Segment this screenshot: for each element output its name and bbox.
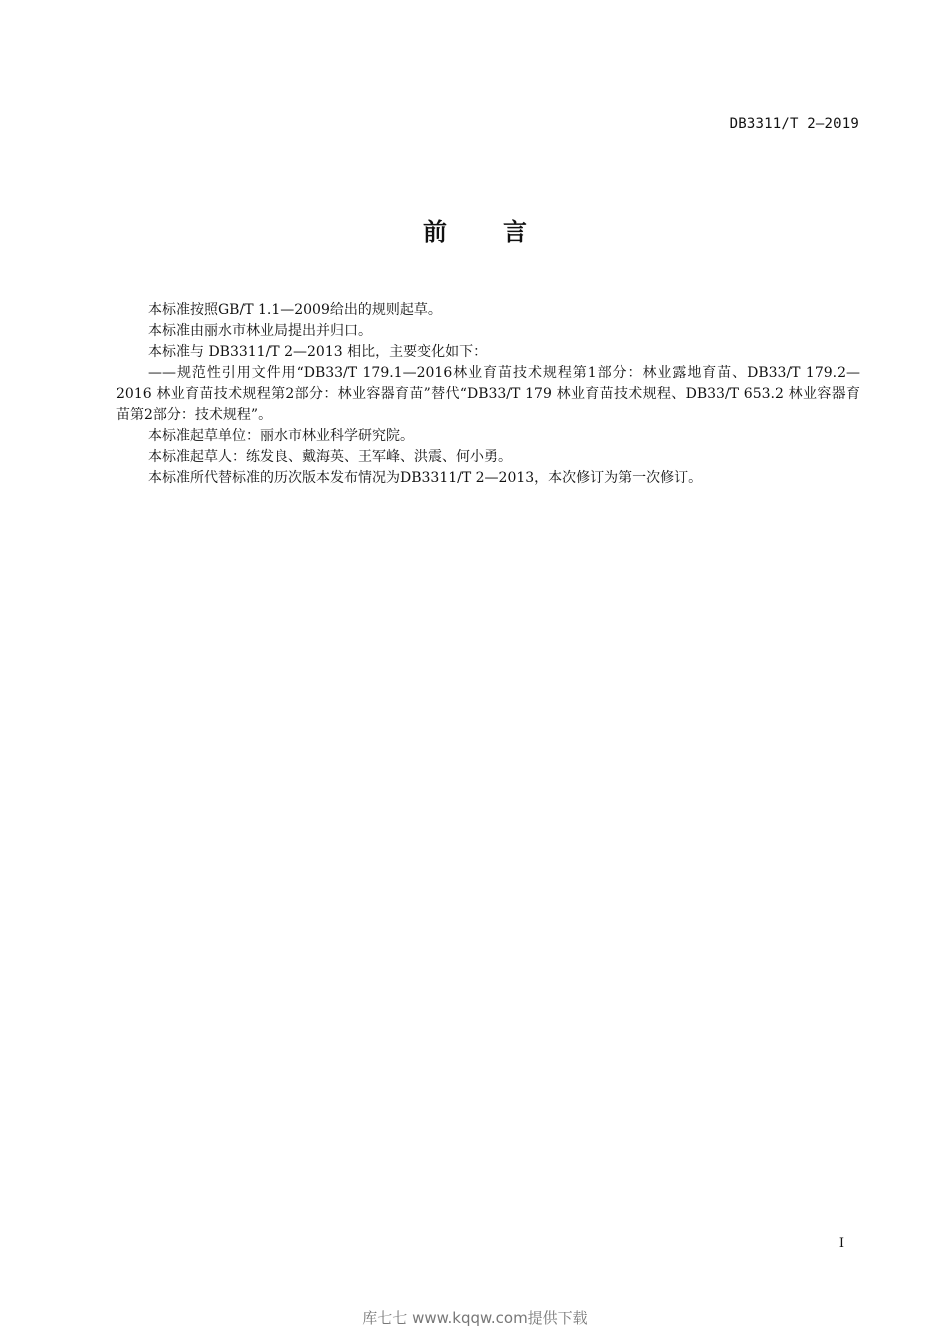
page-number: I bbox=[838, 1236, 844, 1251]
paragraph-change-item: ——规范性引用文件用“DB33/T 179.1—2016林业育苗技术规程第1部分：林业露地育苗、DB33/T 179.2—2016 林业育苗技术规程第2部分：林业容器育苗”替代“DB33/T 179 林业育苗技术规程、DB33/T 653.2 林业容器育苗第2部分：技术规程”。 bbox=[116, 365, 860, 423]
document-code: DB3311/T 2—2019 bbox=[729, 116, 859, 132]
page-title bbox=[0, 212, 950, 247]
paragraph-drafting-unit: 本标准起草单位：丽水市林业科学研究院。 bbox=[148, 428, 414, 444]
footer-watermark: 库七七 www.kqqw.com提供下载 bbox=[362, 1309, 588, 1327]
paragraph-changes-intro: 本标准与 DB3311/T 2—2013 相比，主要变化如下： bbox=[148, 344, 488, 360]
foreword-body bbox=[116, 300, 860, 489]
title-char-1: 前 bbox=[423, 218, 447, 246]
paragraph-proposer: 本标准由丽水市林业局提出并归口。 bbox=[148, 323, 372, 339]
paragraph-drafting-rules: 本标准按照GB/T 1.1—2009给出的规则起草。 bbox=[148, 302, 442, 318]
title-char-2: 言 bbox=[503, 218, 527, 246]
paragraph-drafters: 本标准起草人：练发良、戴海英、王军峰、洪震、何小勇。 bbox=[148, 449, 512, 465]
paragraph-version-history: 本标准所代替标准的历次版本发布情况为DB3311/T 2—2013，本次修订为第一次修订。 bbox=[148, 470, 703, 486]
